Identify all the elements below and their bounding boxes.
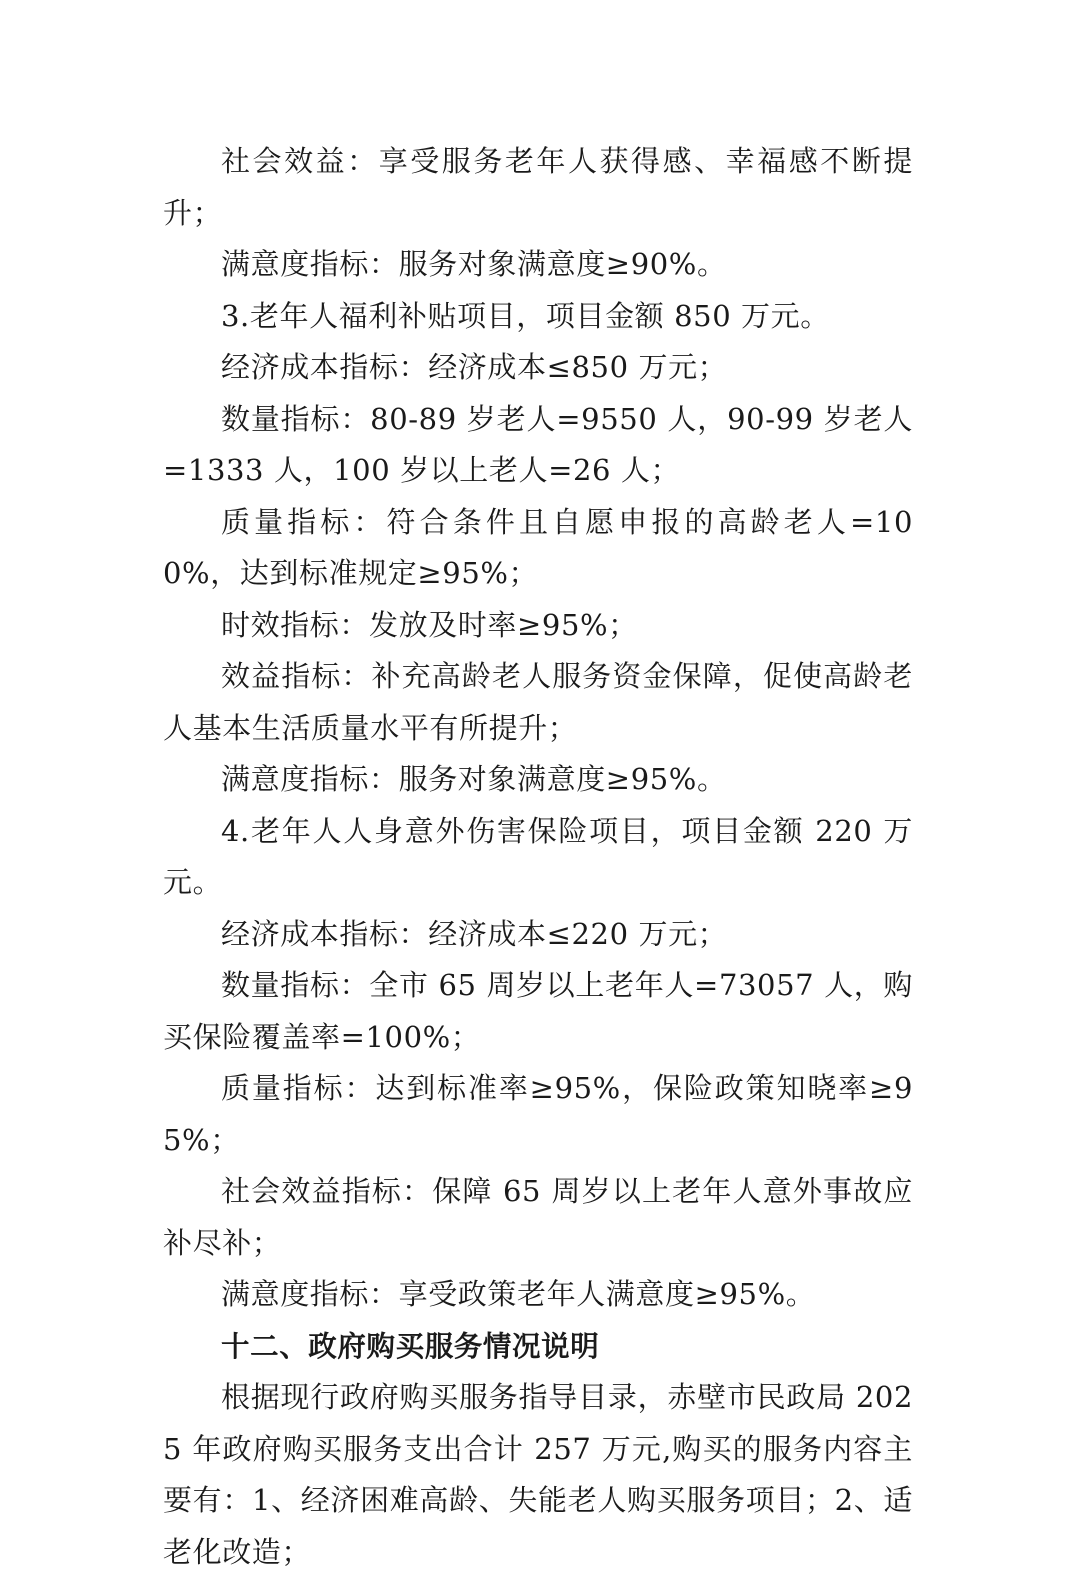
paragraph-cost-220: 经济成本指标：经济成本≤220 万元；	[221, 916, 728, 951]
paragraph-procurement-summary: 根据现行政府购买服务指导目录，赤壁市民政局 2025 年政府购买服务支出合计 257 万元,购买的服务内容主要有：1、经济困难高龄、失能老人购买服务项目；2、适老化改造；	[163, 1380, 913, 1569]
paragraph-quality-insurance: 质量指标：达到标准率≥95%，保险政策知晓率≥95%；	[163, 1071, 913, 1157]
paragraph-satisfaction-90: 满意度指标：服务对象满意度≥90%。	[221, 247, 727, 281]
paragraph-social-benefit: 社会效益：享受服务老年人获得感、幸福感不断提升；	[163, 144, 913, 230]
paragraph-satisfaction-95: 满意度指标：服务对象满意度≥95%。	[221, 762, 727, 796]
paragraph-social-benefit-insurance: 社会效益指标：保障 65 周岁以上老年人意外事故应补尽补；	[163, 1174, 913, 1260]
paragraph-item-4-title: 4.老年人人身意外伤害保险项目，项目金额 220 万元。	[163, 813, 913, 899]
paragraph-timeliness: 时效指标：发放及时率≥95%；	[221, 607, 638, 642]
paragraph-cost-850: 经济成本指标：经济成本≤850 万元；	[221, 350, 728, 384]
paragraph-satisfaction-policy: 满意度指标：享受政策老年人满意度≥95%。	[221, 1277, 816, 1311]
section-heading: 十二、政府购买服务情况说明	[221, 1329, 600, 1363]
paragraph-item-3-title: 3.老年人福利补贴项目，项目金额 850 万元。	[221, 298, 830, 333]
paragraph-quantity-elderly: 数量指标：80-89 岁老人=9550 人，90-99 岁老人=1333 人，100 岁以上老人=26 人；	[163, 401, 913, 487]
paragraph-benefit: 效益指标：补充高龄老人服务资金保障，促使高龄老人基本生活质量水平有所提升；	[163, 659, 913, 745]
paragraph-quantity-insurance: 数量指标：全市 65 周岁以上老年人=73057 人，购买保险覆盖率=100%；	[163, 968, 913, 1054]
paragraph-quality: 质量指标：符合条件且自愿申报的高龄老人=100%，达到标准规定≥95%；	[163, 504, 913, 590]
document-body	[163, 136, 913, 1578]
